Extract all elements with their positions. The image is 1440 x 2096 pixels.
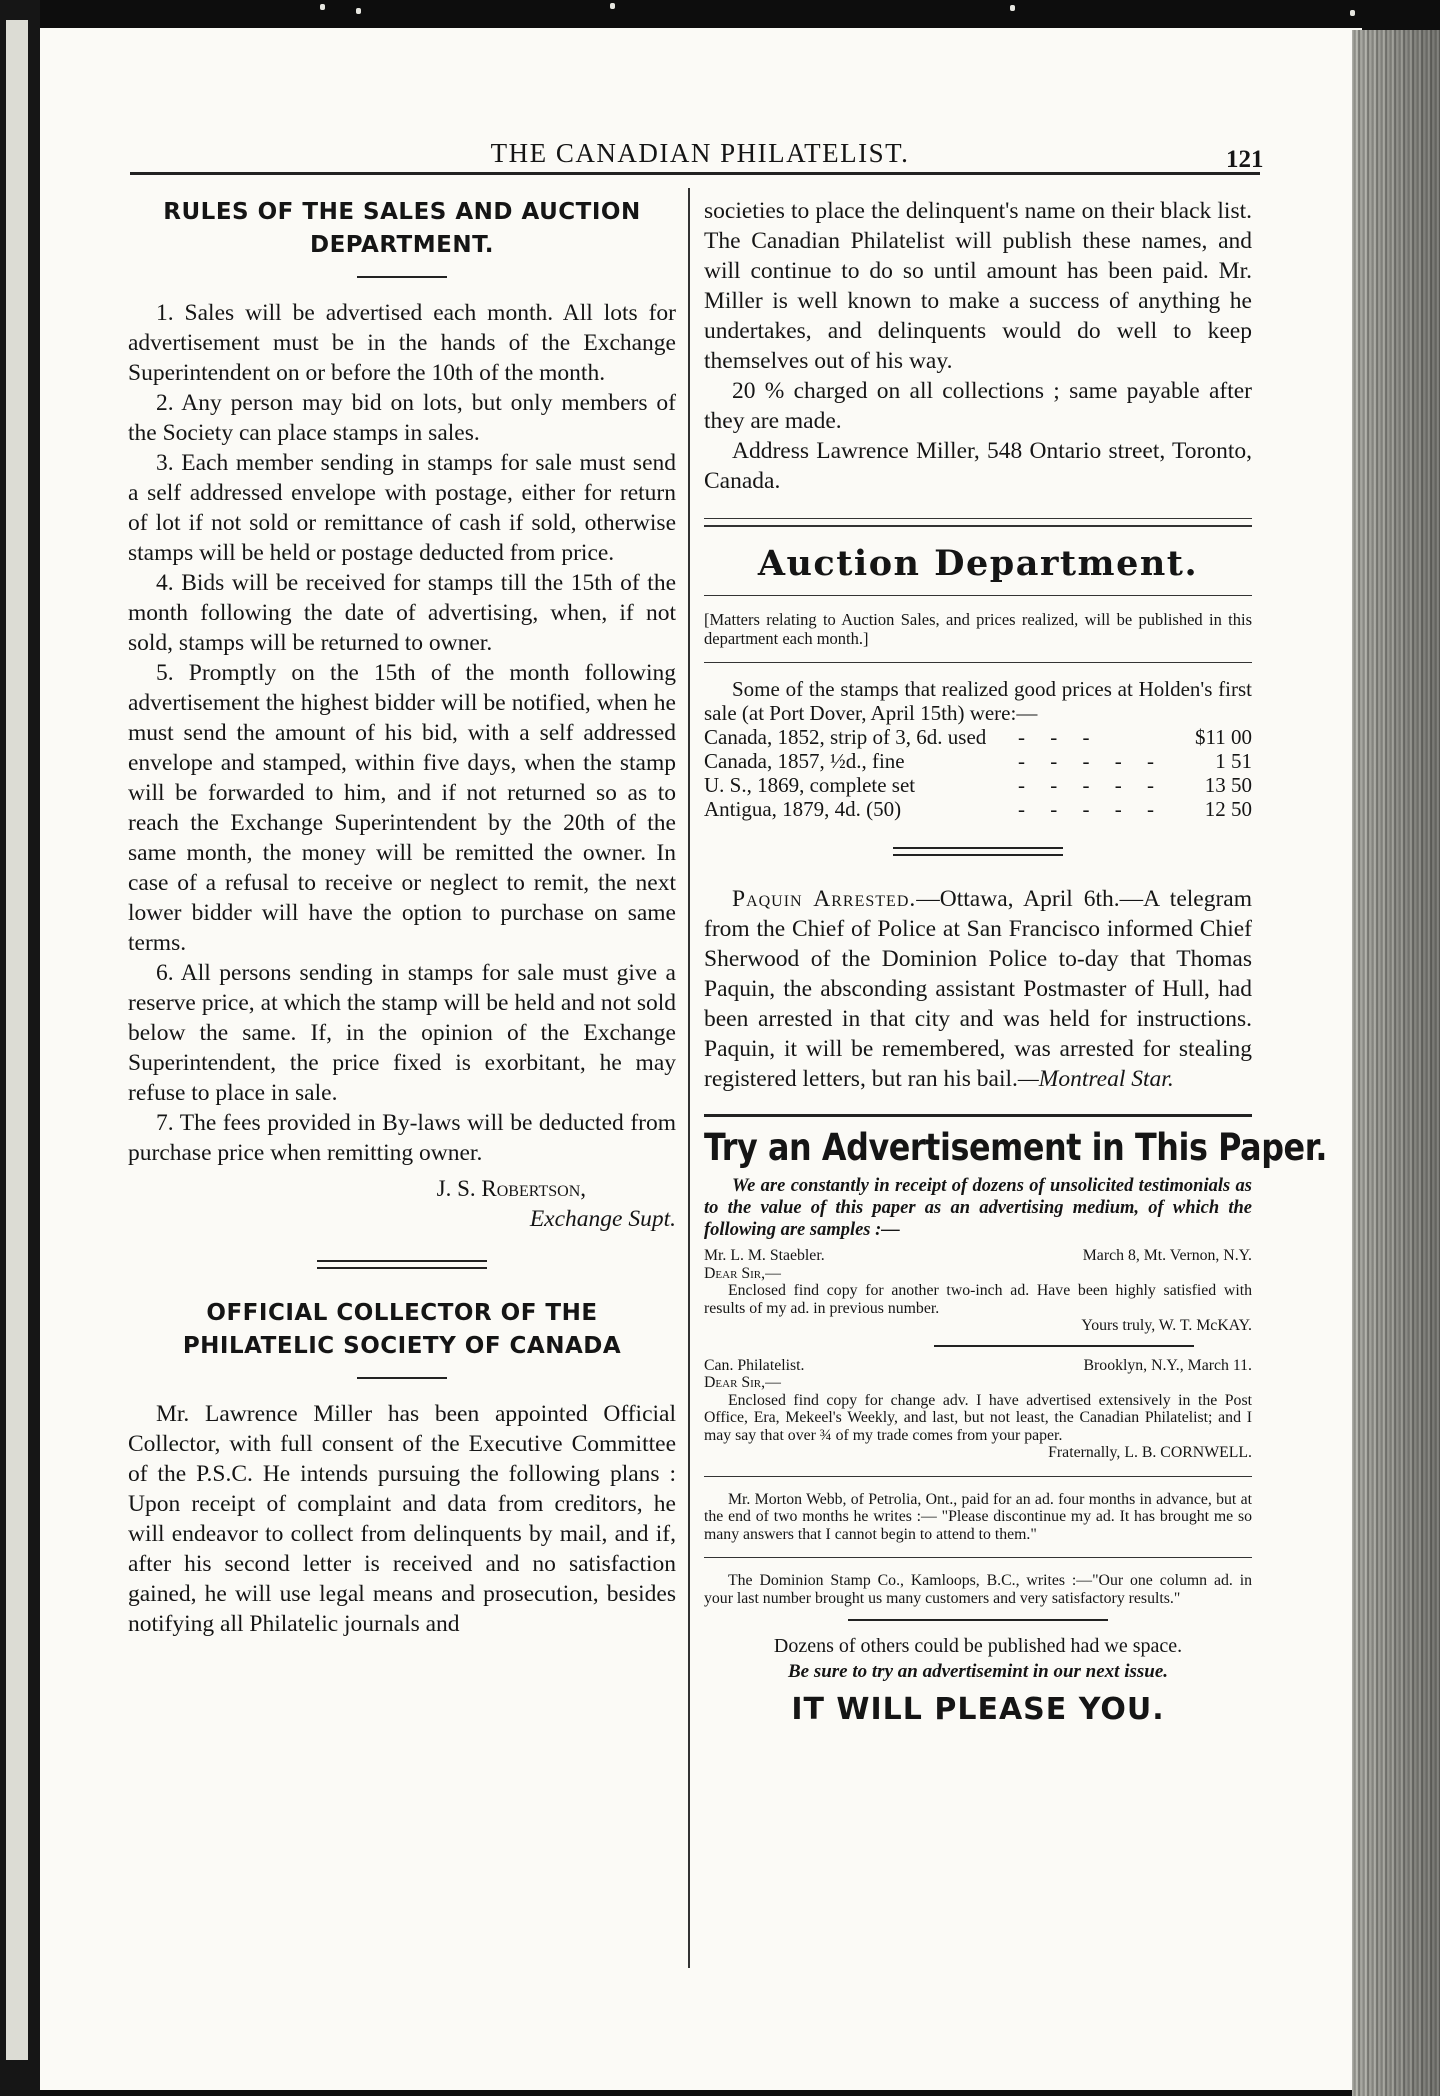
testimonial-date: Brooklyn, N.Y., March 11. [1083, 1356, 1252, 1374]
rule-4: 4. Bids will be received for stamps till the 15th of the month following the date of advertising, when, if not sold, stamps will be returned to owner. [128, 570, 676, 656]
rule-2: 2. Any person may bid on lots, but only members of the Society can place stamps in sales. [128, 390, 676, 446]
paquin-lead: Paquin Arrested. [732, 886, 917, 912]
ad-please: IT WILL PLEASE YOU. [791, 1692, 1165, 1727]
testimonial-salute: Dear Sir,— [704, 1264, 781, 1282]
ad-headline: Try an Advertisement in This Paper. [704, 1126, 1328, 1169]
right-column [704, 196, 1328, 1727]
sale-lot: U. S., 1869, complete set [704, 773, 916, 797]
ad-top-rule [704, 1114, 1252, 1117]
previous-page-edge [0, 0, 40, 2096]
collector-title-rule [357, 1377, 447, 1379]
paquin-divider [893, 847, 1063, 856]
auction-heading-rule [704, 595, 1252, 596]
testimonial-date: March 8, Mt. Vernon, N.Y. [1082, 1247, 1252, 1264]
collector-title: OFFICIAL COLLECTOR OF THE PHILATELIC SOCIETY OF CANADA [182, 1300, 622, 1359]
sale-row: Canada, 1857, ½d., fine - - - - - 1 51 [704, 749, 1252, 773]
testimonial-rule [704, 1557, 1252, 1558]
rules-title-rule [357, 276, 447, 278]
section-divider [317, 1260, 487, 1269]
dust-specks [0, 0, 1440, 24]
left-column [128, 196, 676, 1639]
sale-price: 1 51 [1215, 749, 1252, 773]
sale-row: Canada, 1852, strip of 3, 6d. used - - - $11 00 [704, 725, 1252, 749]
auction-heading: Auction Department. [757, 543, 1199, 584]
rule-1: 1. Sales will be advertised each month. All lots for advertisement must be in the hands of the Exchange Superintendent on or before the 10th of the month. [128, 300, 676, 386]
sale-lot: Canada, 1857, ½d., fine [704, 749, 905, 773]
sale-lot: Antigua, 1879, 4d. (50) [704, 797, 902, 821]
testimonial-rule [704, 1476, 1252, 1477]
auction-top-rule [704, 518, 1252, 527]
address-note: Address Lawrence Miller, 548 Ontario street, Toronto, Canada. [704, 438, 1252, 494]
rule-7: 7. The fees provided in By-laws will be deducted from purchase price when remitting owner. [128, 1110, 676, 1166]
signature-title: Exchange Supt. [529, 1206, 676, 1232]
sale-price: $11 00 [1195, 725, 1252, 749]
collector-continuation: societies to place the delinquent's name on their black list. The Canadian Philatelist will publish these names, and will continue to do so until amount has been paid. Mr. Miller is well known to make a success of anything he undertakes, and delinquents would do well to keep themselves out of his way. [704, 198, 1252, 374]
auction-note-rule [704, 662, 1252, 663]
testimonial-sign: Fraternally, L. B. CORNWELL. [1048, 1444, 1252, 1461]
testimonial-cornwell [704, 1357, 1252, 1462]
auction-note: [Matters relating to Auction Sales, and prices realized, will be published in this department each month.] [704, 610, 1252, 648]
testimonial-salute: Dear Sir,— [704, 1374, 781, 1391]
rule-3: 3. Each member sending in stamps for sale must send a self addressed envelope with postage, either for return of lot if not sold or remittance of cash if sold, otherwise stamps will be held or postage deducted from price. [128, 450, 676, 566]
sale-row: U. S., 1869, complete set - - - - - 13 50 [704, 773, 1252, 797]
book-page-edges [1352, 30, 1440, 2096]
rules-title: RULES OF THE SALES AND AUCTION DEPARTMENT. [163, 199, 641, 258]
sales-intro: Some of the stamps that realized good prices at Holden's first sale (at Port Dover, April 15th) were:— [704, 677, 1252, 725]
testimonial-rule [934, 1345, 1194, 1347]
ad-close: Dozens of others could be published had we space. [773, 1635, 1183, 1657]
charge-note: 20 % charged on all collections ; same payable after they are made. [704, 378, 1252, 434]
running-title: THE CANADIAN PHILATELIST. [490, 138, 910, 168]
ad-intro: We are constantly in receipt of dozens of unsolicited testimonials as to the value of this paper as an advertising medium, of which the following are samples :— [704, 1176, 1252, 1240]
sale-price: 12 50 [1204, 797, 1252, 821]
paquin-article [704, 884, 1252, 1094]
testimonial-sign: Yours truly, W. T. McKAY. [1081, 1317, 1252, 1334]
signature-name: J. S. Robertson, [436, 1176, 586, 1201]
testimonial-body: Enclosed find copy for another two-inch ad. Have been highly satisfied with results of my ad. in previous number. [704, 1282, 1252, 1317]
rule-6: 6. All persons sending in stamps for sale must give a reserve price, at which the stamp will be held and not sold below the same. If, in the opinion of the Exchange Superintendent, the price fixed is exorbitant, he may refuse to place in sale. [128, 960, 676, 1106]
column-divider [688, 188, 690, 1968]
paquin-source: —Montreal Star. [1017, 1066, 1174, 1092]
rule-5: 5. Promptly on the 15th of the month following advertisement the highest bidder will be notified, when he must send the amount of his bid, with a self addressed envelope and stamped, within five days, when the stamp will be forwarded to him, and if not returned so as to reach the Exchange Superintendent by the 20th of the same month, the money will be remitted the owner. In case of a refusal to receive or neglect to remit, the next lower bidder will have the option to purchase on same terms. [128, 660, 676, 956]
header-rule [130, 172, 1260, 175]
testimonial-webb: Mr. Morton Webb, of Petrolia, Ont., paid for an ad. four months in advance, but at the end of two months he writes :— "Please discontinue my ad. It has brought me so many answers that I cannot begin to attend to them." [704, 1490, 1252, 1543]
paquin-text: —Ottawa, April 6th.—A telegram from the Chief of Police at San Francisco informed Chief Sherwood of the Dominion Police to-day that Thomas Paquin, the absconding assistant Postmaster of Hull, had been arrested in that city and was held for instructions. Paquin, it will be remembered, was arrested for stealing registered letters, but ran his bail. [704, 886, 1252, 1092]
testimonial-from: Mr. L. M. Staebler. [704, 1247, 825, 1264]
ad-close-rule [848, 1619, 1108, 1621]
page-number: 121 [1226, 146, 1264, 173]
sale-price: 13 50 [1204, 773, 1252, 797]
sale-row: Antigua, 1879, 4d. (50) - - - - - 12 50 [704, 797, 1252, 821]
collector-text: Mr. Lawrence Miller has been appointed Official Collector, with full consent of the Executive Committee of the P.S.C. He intends pursuing the following plans : Upon receipt of complaint and data from creditors, he will endeavor to collect from delinquents by mail, and if, after his second letter is received and no satisfaction gained, he will use legal means and prosecution, besides notifying all Philatelic journals and [128, 1401, 676, 1637]
testimonial-mckay [704, 1247, 1252, 1335]
testimonial-from: Can. Philatelist. [704, 1356, 805, 1374]
testimonial-dominion: The Dominion Stamp Co., Kamloops, B.C., writes :—"Our one column ad. in your last number brought us many customers and very satisfactory results." [704, 1572, 1252, 1607]
testimonial-body: Enclosed find copy for change adv. I have advertised extensively in the Post Office, Era, Mekeel's Weekly, and last, but not least, the Canadian Philatelist; and I may say that over ¾ of my trade comes from your paper. [704, 1391, 1252, 1444]
ad-sure: Be sure to try an advertisemint in our next issue. [787, 1661, 1169, 1682]
signature-block [128, 1174, 676, 1234]
sale-lot: Canada, 1852, strip of 3, 6d. used [704, 725, 987, 749]
